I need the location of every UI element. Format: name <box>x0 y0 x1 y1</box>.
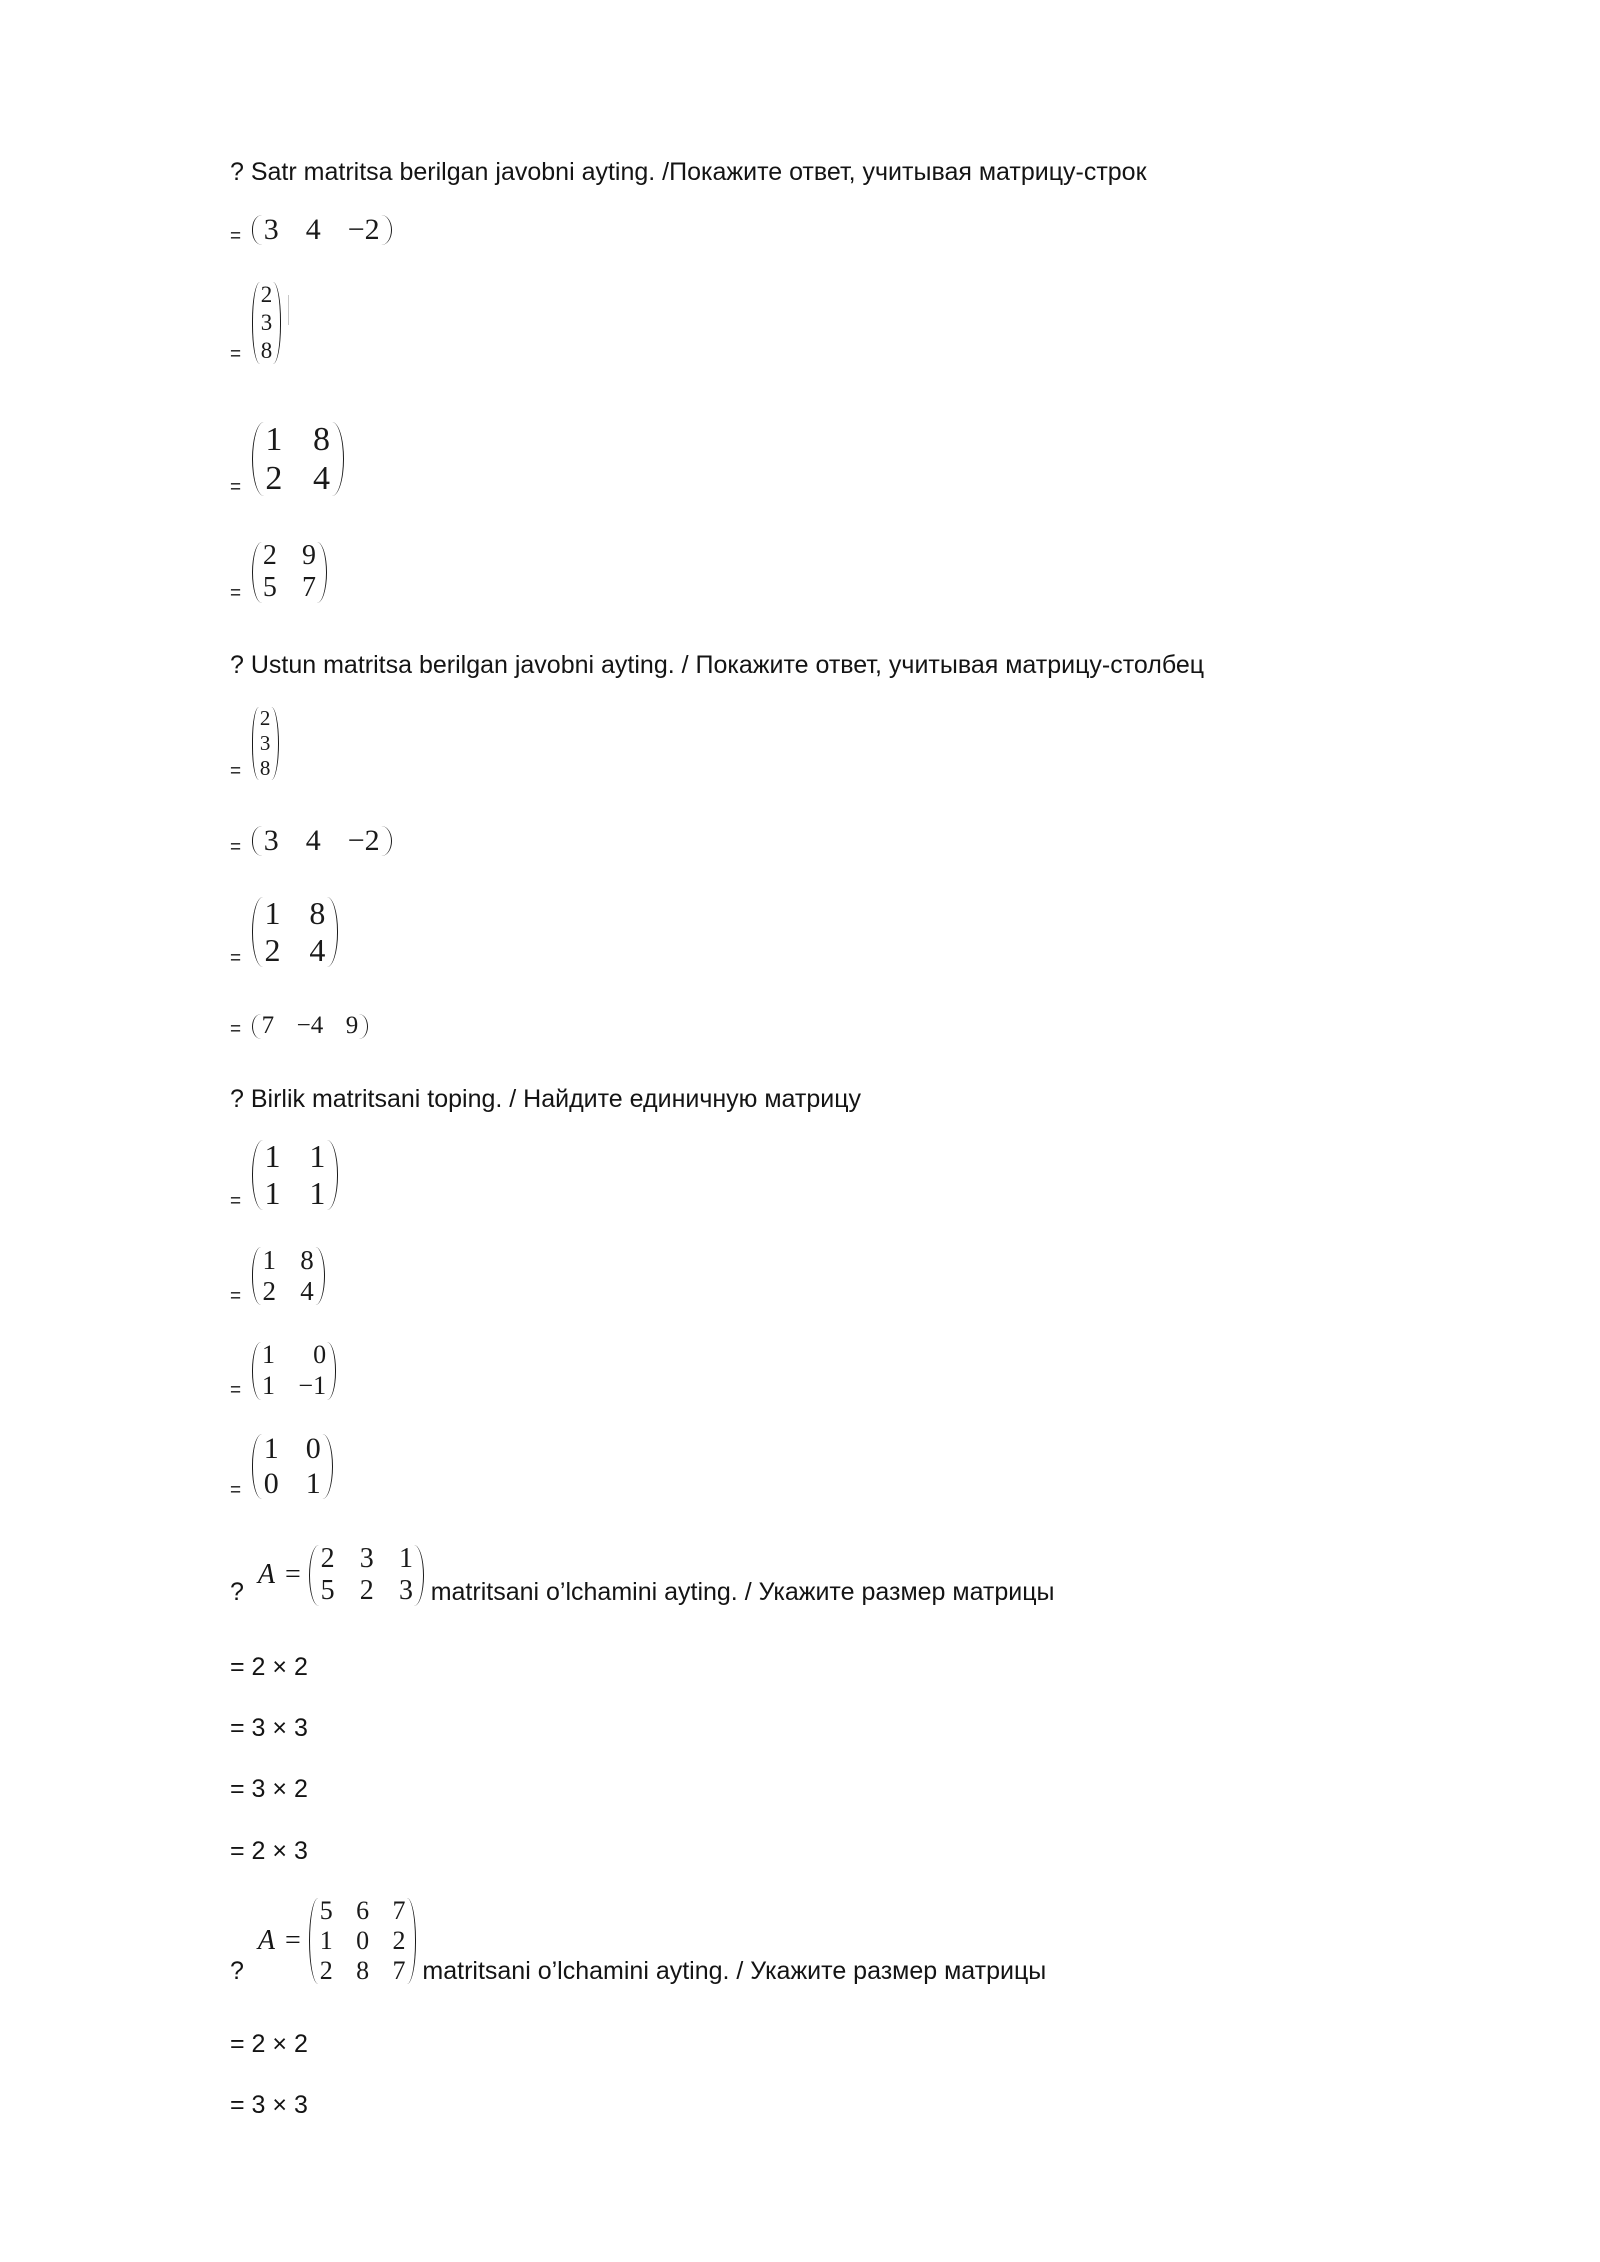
answer-marker: = <box>230 1286 242 1308</box>
matrix-cell: 1 <box>309 1174 326 1211</box>
answer-option[interactable] <box>230 540 328 604</box>
matrix-cell: 2 <box>392 1925 406 1955</box>
matrix-cell: 4 <box>312 460 330 498</box>
equals-sign: = <box>285 1559 301 1591</box>
answer-marker: = <box>230 1380 242 1402</box>
matrix-cell: 0 <box>263 1466 279 1500</box>
answer-marker: = <box>230 947 242 969</box>
matrix-cell: 4 <box>305 213 321 246</box>
answer-option[interactable] <box>230 1138 339 1212</box>
answer-marker: = <box>230 344 242 366</box>
answer-option[interactable] <box>230 1713 308 1743</box>
question-mark: ? <box>230 1578 244 1607</box>
matrix-grid <box>261 281 273 365</box>
matrix <box>251 1340 337 1401</box>
question-text: matritsani o’lchamini ayting. / Укажите размер матрицы <box>430 1578 1055 1607</box>
matrix-grid <box>262 1012 359 1040</box>
matrix-cell: 0 <box>313 1340 327 1369</box>
matrix-cell: 4 <box>300 1276 314 1307</box>
matrix-grid <box>321 1543 413 1607</box>
matrix-cell: 5 <box>262 572 277 604</box>
matrix-cell: 5 <box>319 1896 333 1925</box>
answer-option[interactable] <box>230 1432 333 1501</box>
answer-option[interactable] <box>230 706 279 782</box>
matrix <box>309 1896 417 1986</box>
answer-option[interactable] <box>230 824 392 858</box>
answer-option[interactable] <box>230 1652 308 1682</box>
answer-marker: = <box>230 1019 242 1040</box>
matrix-cell: 4 <box>305 824 321 857</box>
matrix-cell: −2 <box>347 213 380 246</box>
matrix-cell: 1 <box>263 1432 279 1465</box>
matrix <box>251 824 392 858</box>
answer-option[interactable] <box>230 213 392 247</box>
matrix-equation <box>258 1896 417 1986</box>
answer-text: = 2 × 2 <box>230 1653 308 1681</box>
matrix-cell: 1 <box>262 1340 276 1369</box>
equals-sign: = <box>285 1924 301 1956</box>
matrix-grid <box>262 1245 313 1307</box>
question <box>230 1896 1046 1986</box>
matrix-cell: 1 <box>264 1138 281 1174</box>
matrix-cell: 2 <box>264 931 281 968</box>
matrix <box>251 420 344 498</box>
answer-option[interactable] <box>230 1836 308 1866</box>
matrix-cell: 0 <box>356 1925 370 1955</box>
answer-marker: = <box>230 1480 242 1501</box>
matrix-grid <box>262 1340 326 1401</box>
text-cursor <box>288 295 289 325</box>
question <box>230 1543 1055 1607</box>
answer-marker: = <box>230 760 242 782</box>
answer-option[interactable] <box>230 2090 308 2120</box>
matrix-cell: 2 <box>259 706 271 730</box>
matrix-grid <box>260 706 271 782</box>
matrix-cell: 0 <box>305 1432 321 1465</box>
answer-option[interactable] <box>230 420 344 498</box>
matrix-cell: 3 <box>263 824 279 857</box>
matrix-cell: 1 <box>262 1370 276 1400</box>
matrix <box>251 1012 369 1040</box>
matrix-cell: −2 <box>347 824 380 857</box>
matrix-cell: 8 <box>309 895 326 931</box>
matrix-cell: 3 <box>359 1543 374 1574</box>
answer-text: = 3 × 3 <box>230 1714 308 1742</box>
matrix-cell: 7 <box>392 1896 406 1925</box>
answer-text: = 2 × 2 <box>230 2030 308 2058</box>
answer-option[interactable] <box>230 2029 308 2059</box>
matrix-cell: 6 <box>356 1896 370 1925</box>
answer-marker: = <box>230 1190 242 1212</box>
matrix-cell: 8 <box>260 338 273 364</box>
matrix <box>251 1245 325 1307</box>
matrix-cell: 2 <box>262 540 277 571</box>
question <box>230 650 1204 680</box>
matrix-cell: 1 <box>262 1245 276 1275</box>
matrix-grid <box>264 824 380 858</box>
matrix <box>251 1138 339 1212</box>
matrix-cell: 9 <box>345 1012 359 1039</box>
answer-text: = 3 × 3 <box>230 2091 308 2119</box>
matrix-cell: 7 <box>302 572 317 604</box>
answer-option[interactable] <box>230 1774 308 1804</box>
question-mark: ? <box>230 1956 244 1985</box>
matrix <box>251 895 339 969</box>
matrix-cell: 3 <box>260 310 273 336</box>
matrix-cell: 1 <box>264 1174 281 1211</box>
matrix-equation <box>258 1543 425 1607</box>
matrix <box>251 1432 333 1501</box>
answer-marker: = <box>230 225 242 247</box>
matrix-cell: 1 <box>398 1543 413 1574</box>
matrix-cell: 8 <box>259 756 271 781</box>
matrix-grid <box>265 420 330 498</box>
answer-marker: = <box>230 477 242 499</box>
matrix-cell: 2 <box>359 1575 374 1607</box>
answer-option[interactable] <box>230 1245 325 1307</box>
question-text: ? Ustun matritsa berilgan javobni ayting. / Покажите ответ, учитывая матрицу-столбец <box>230 651 1205 679</box>
matrix <box>251 706 279 782</box>
matrix <box>251 540 328 604</box>
matrix <box>309 1543 425 1607</box>
matrix-cell: 1 <box>264 895 281 931</box>
matrix-cell: 1 <box>265 421 283 458</box>
matrix-cell: 2 <box>265 460 283 498</box>
matrix-cell: −1 <box>298 1370 327 1400</box>
matrix-cell: 3 <box>263 213 279 246</box>
matrix-cell: 9 <box>302 540 317 571</box>
answer-option[interactable] <box>230 1340 337 1401</box>
matrix-grid <box>265 895 326 969</box>
matrix-cell: 1 <box>309 1138 326 1174</box>
matrix-cell: 3 <box>259 731 271 756</box>
matrix-cell: 4 <box>309 931 326 968</box>
answer-option[interactable] <box>230 895 339 969</box>
matrix-cell: 7 <box>392 1955 406 1985</box>
matrix-cell: 2 <box>320 1543 335 1574</box>
matrix-cell: −4 <box>296 1012 324 1039</box>
answer-marker: = <box>230 836 242 858</box>
matrix-cell: 5 <box>320 1575 335 1607</box>
matrix-cell: 8 <box>312 421 330 458</box>
matrix-grid <box>264 213 380 247</box>
answer-option[interactable] <box>230 1012 369 1040</box>
answer-marker: = <box>230 583 242 605</box>
matrix-variable: A <box>257 1559 276 1591</box>
matrix-cell: 2 <box>319 1955 333 1985</box>
matrix-cell: 8 <box>356 1955 370 1985</box>
matrix-grid <box>263 540 316 604</box>
answer-text: = 2 × 3 <box>230 1837 308 1865</box>
question-text: ? Birlik matritsani toping. / Найдите единичную матрицу <box>230 1085 862 1113</box>
matrix-cell: 2 <box>260 282 273 307</box>
answer-option[interactable] <box>230 281 289 365</box>
matrix-cell: 3 <box>398 1575 413 1607</box>
question <box>230 1084 861 1114</box>
answer-text: = 3 × 2 <box>230 1775 308 1803</box>
question-text: ? Satr matritsa berilgan javobni ayting. /Покажите ответ, учитывая матрицу-строк <box>230 158 1147 186</box>
matrix-cell: 2 <box>262 1276 276 1307</box>
matrix-grid <box>320 1896 406 1986</box>
matrix-cell: 8 <box>300 1245 314 1275</box>
matrix-grid <box>264 1432 321 1501</box>
matrix <box>251 281 282 365</box>
matrix-cell: 7 <box>261 1012 275 1039</box>
question-text: matritsani o’lchamini ayting. / Укажите размер матрицы <box>422 1956 1047 1985</box>
matrix-cell: 1 <box>319 1925 333 1955</box>
matrix-variable: A <box>257 1924 276 1956</box>
matrix-grid <box>265 1138 326 1212</box>
matrix <box>251 213 392 247</box>
question <box>230 157 1147 187</box>
matrix-cell: 1 <box>305 1466 321 1500</box>
